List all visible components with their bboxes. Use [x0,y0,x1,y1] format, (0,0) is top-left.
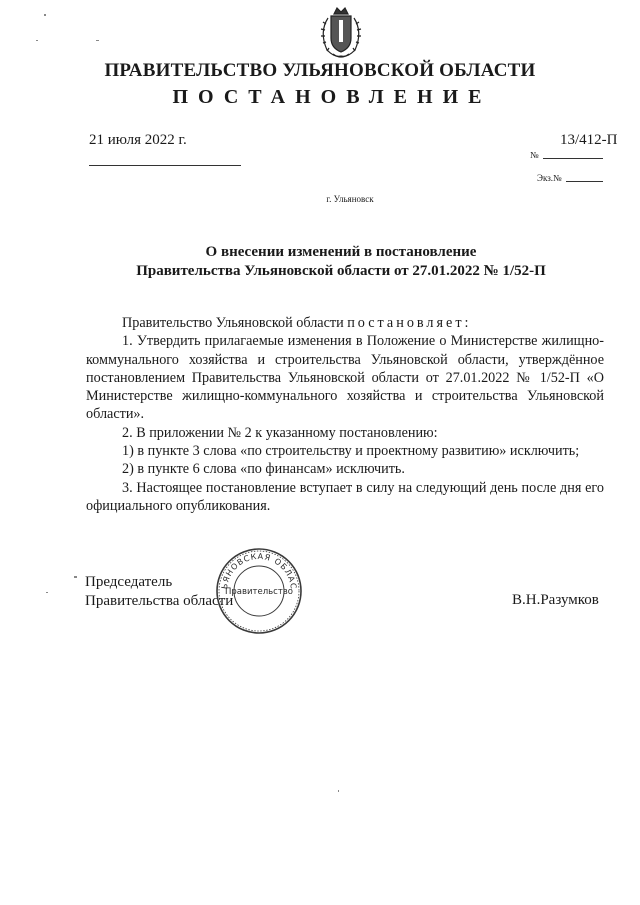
scan-speck [46,592,48,593]
scan-speck [96,40,99,41]
scan-speck [36,40,38,41]
organization-heading: ПРАВИТЕЛЬСТВО УЛЬЯНОВСКОЙ ОБЛАСТИ [104,60,536,81]
copy-number-label: Экз.№ [537,173,562,183]
scan-speck [44,14,46,16]
signatory-position-line-1: Председатель [85,574,173,590]
signatory-position-line-2: Правительства области [85,593,234,609]
stamp-ring-text: ЬЯНОВСКАЯ ОБЛАС [219,551,299,591]
number-sign-label: № [530,150,539,160]
document-date: 21 июля 2022 г. [89,132,187,148]
paragraph-3: 3. Настоящее постановление вступает в силу на следующий день после дня его официального опубликования. [86,479,604,514]
title-line-1: О внесении изменений в постановление [205,244,477,260]
coat-of-arms-emblem [313,4,369,62]
item-2: 2) в пункте 6 слова «по финансам» исключить. [122,461,405,478]
copy-number-underline [566,181,603,182]
number-underline [543,158,603,159]
stamp-center-text: Правительство [225,587,293,597]
scan-speck [338,790,339,792]
paragraph-1: 1. Утвердить прилагаемые изменения в Положение о Министерстве жилищно-коммунального хозяйства и строительства Ульяновской области, утверждённое постановлением Правительства Ульяновской области от 27.01.2022 № 1/52-П «О Министерстве жилищно-коммунального хозяйства и строительства Ульяновской области». [86,333,604,423]
signatory-position [85,573,233,611]
document-title [0,243,640,281]
intro-prefix: Правительство Ульяновской области [122,315,348,331]
date-underline [89,165,241,166]
intro-paragraph [86,314,604,332]
document-body [86,314,604,515]
intro-verb: постановляет: [347,315,472,331]
paragraph-2: 2. В приложении № 2 к указанному постановлению: [122,424,438,441]
signatory-name: В.Н.Разумков [512,592,599,608]
scan-speck [74,576,77,578]
document-number: 13/412-П [560,132,618,148]
item-1: 1) в пункте 3 слова «по строительству и проектному развитию» исключить; [122,443,580,460]
official-stamp [214,546,304,636]
document-type-heading: ПОСТАНОВЛЕНИЕ [172,86,492,108]
city-label: г. Ульяновск [326,194,374,204]
title-line-2: Правительства Ульяновской области от 27.01.2022 № 1/52-П [136,263,546,279]
